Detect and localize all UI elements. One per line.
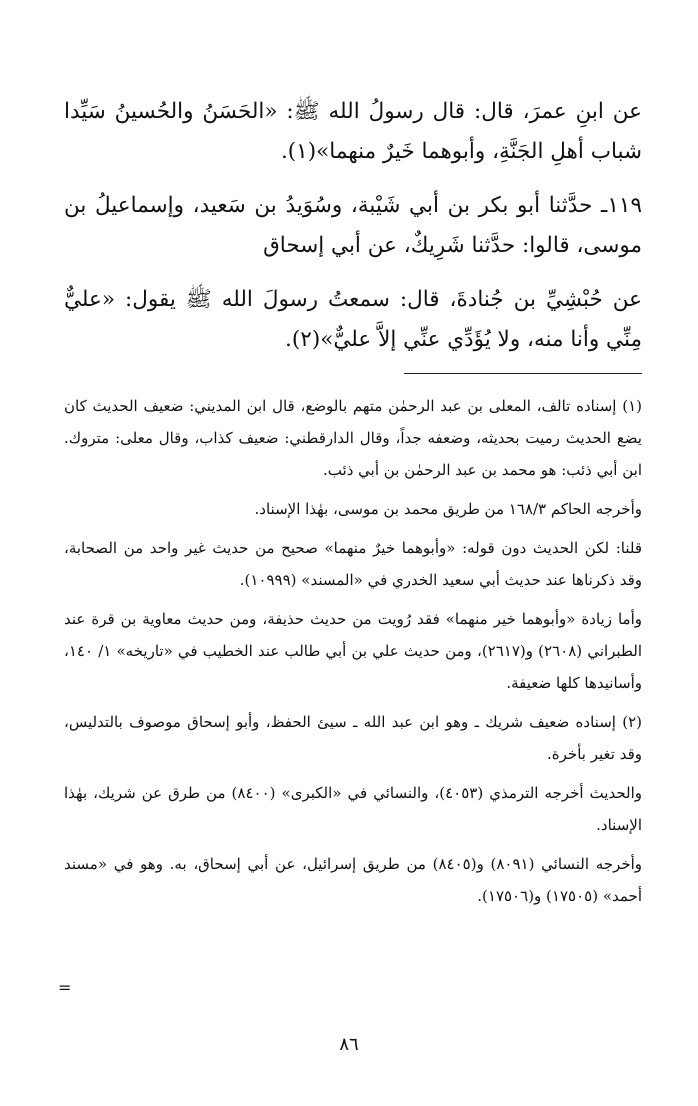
continuation-marker: = bbox=[58, 978, 72, 997]
footnote-1-addition: وأما زيادة «وأبوهما خير منهما» فقد رُويت من حديث حذيفة، ومن حديث معاوية بن قرة عند الطبراني (٢٦٠٨) و(٢٦١٧)، ومن حديث علي بن أبي طالب عند الخطيب في «تاريخه» ١/ ١٤٠، وأسانيدها كلها ضعيفة. bbox=[64, 610, 643, 692]
page-number: ٨٦ bbox=[339, 1034, 359, 1055]
hadith-118-matn: عن ابنِ عمرَ، قال: قال رسولُ الله ﷺ: «الحَسَنُ والحُسينُ سَيِّدا شباب أهلِ الجَنَّةِ، وأبوهما خَيرٌ منهما»(١). bbox=[64, 99, 642, 164]
footnotes bbox=[64, 390, 642, 919]
footnote-1: (١) إسناده تالف، المعلى بن عبد الرحمٰن متهم بالوضع، قال ابن المديني: ضعيف الحديث كان يضع الحديث رميت بحديثه، وضعفه جداً، وقال الدارقطني: ضعيف كذاب، وقال معلى: متروك. ابن أبي ذئب: هو محمد بن عبد الرحمٰن بن أبي ذئب. bbox=[64, 397, 642, 479]
footnote-separator bbox=[404, 373, 642, 374]
footnote-2: (٢) إسناده ضعيف شريك ـ وهو ابن عبد الله ـ سيئ الحفظ، وأبو إسحاق موصوف بالتدليس، وقد تغير بأخرة. bbox=[64, 713, 642, 763]
hadith-119-matn: عن حُبْشِيِّ بن جُنادةَ، قال: سمعتُ رسولَ الله ﷺ يقول: «عليٌّ مِنِّي وأنا منه، ولا يُؤَدِّي عنِّي إلاَّ عليٌّ»(٢). bbox=[64, 287, 642, 352]
footnote-1-hakim: وأخرجه الحاكم ١٦٨/٣ من طريق محمد بن موسى، بهٰذا الإسناد. bbox=[254, 500, 642, 518]
hadith-119-isnad: ١١٩ـ حدَّثنا أبو بكر بن أبي شَيْبة، وسُوَيدُ بن سَعيد، وإسماعيلُ بن موسى، قالوا: حدَّثنا شَرِيكٌ، عن أبي إسحاق bbox=[64, 193, 642, 258]
footnote-2-tirmidhi: والحديث أخرجه الترمذي (٤٠٥٣)، والنسائي في «الكبرى» (٨٤٠٠) من طرق عن شريك، بهٰذا الإسناد. bbox=[64, 784, 642, 834]
footnote-2-nasai: وأخرجه النسائي (٨٠٩١) و(٨٤٠٥) من طريق إسرائيل، عن أبي إسحاق، به. وهو في «مسند أحمد» (١٧٥٠٥) و(١٧٥٠٦). bbox=[64, 855, 643, 905]
footnote-1-comment: قلنا: لكن الحديث دون قوله: «وأبوهما خيرٌ منهما» صحيح من حديث غير واحد من الصحابة، وقد ذكرناها عند حديث أبي سعيد الخدري في «المسند» (١٠٩٩٩). bbox=[64, 539, 642, 589]
main-text bbox=[64, 92, 642, 360]
